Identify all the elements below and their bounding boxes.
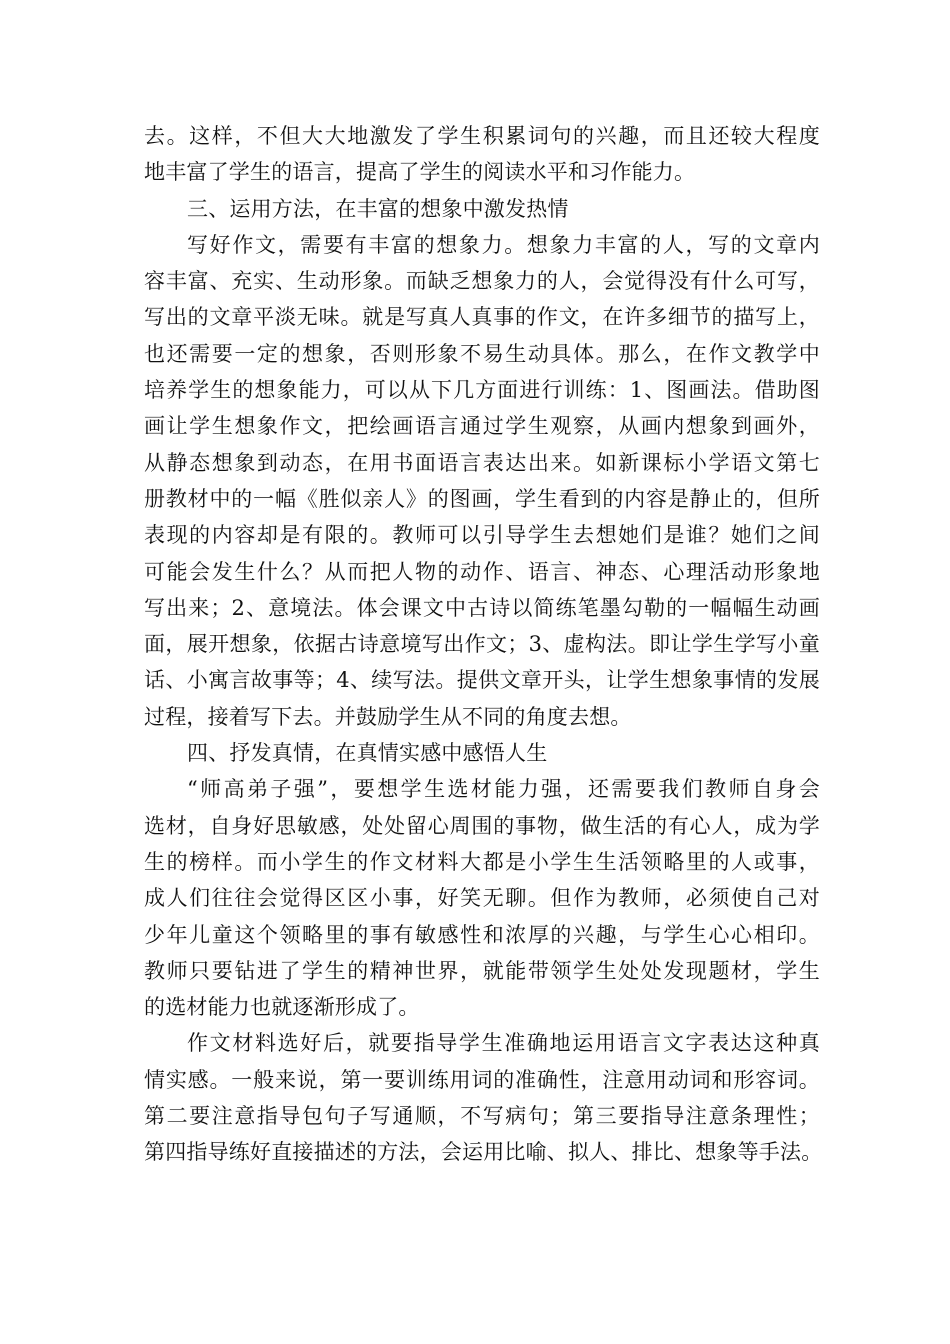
text-line: 成人们往往会觉得区区小事，好笑无聊。但作为教师，必须使自己对 [144, 886, 820, 911]
section-heading: 三、运用方法，在丰富的想象中激发热情 [187, 196, 569, 221]
text-line: 面，展开想象，依据古诗意境写出作文；3、虚构法。即让学生学写小童 [144, 632, 820, 657]
text-line: 话、小寓言故事等；4、续写法。提供文章开头，让学生想象事情的发展 [144, 668, 820, 693]
text-line: 少年儿童这个领略里的事有敏感性和浓厚的兴趣，与学生心心相印。 [144, 922, 820, 947]
text-line: 作文材料选好后，就要指导学生准确地运用语言文字表达这种真 [187, 1031, 820, 1056]
text-line: 生的榜样。而小学生的作文材料大都是小学生生活领略里的人或事， [144, 849, 820, 874]
text-line: 写好作文，需要有丰富的想象力。想象力丰富的人，写的文章内 [187, 232, 820, 257]
text-line: 从静态想象到动态，在用书面语言表达出来。如新课标小学语文第七 [144, 450, 820, 475]
text-line: 的选材能力也就逐渐形成了。 [144, 995, 420, 1020]
text-line: 表现的内容却是有限的。教师可以引导学生去想她们是谁？她们之间 [144, 523, 820, 548]
text-line: 可能会发生什么？从而把人物的动作、语言、神态、心理活动形象地 [144, 559, 820, 584]
text-line: “师高弟子强”，要想学生选材能力强，还需要我们教师自身会 [187, 777, 820, 802]
text-line: 地丰富了学生的语言，提高了学生的阅读水平和习作能力。 [144, 160, 696, 185]
text-line: 情实感。一般来说，第一要训练用词的准确性，注意用动词和形容词。 [144, 1067, 820, 1092]
body-text [144, 118, 823, 1171]
text-line: 过程，接着写下去。并鼓励学生从不同的角度去想。 [144, 704, 632, 729]
text-line: 容丰富、充实、生动形象。而缺乏想象力的人，会觉得没有什么可写， [144, 269, 820, 294]
text-line: 选材，自身好思敏感，处处留心周围的事物，做生活的有心人，成为学 [144, 813, 820, 838]
text-line: 画让学生想象作文，把绘画语言通过学生观察，从画内想象到画外， [144, 414, 820, 439]
text-line: 册教材中的一幅《胜似亲人》的图画，学生看到的内容是静止的，但所 [144, 486, 820, 511]
text-line: 第四指导练好直接描述的方法，会运用比喻、拟人、排比、想象等手法。 [144, 1140, 823, 1165]
section-heading: 四、抒发真情，在真情实感中感悟人生 [187, 741, 548, 766]
text-line: 去。这样，不但大大地激发了学生积累词句的兴趣，而且还较大程度 [144, 124, 820, 148]
text-line: 写出来；2、意境法。体会课文中古诗以简练笔墨勾勒的一幅幅生动画 [144, 595, 820, 620]
text-line: 培养学生的想象能力，可以从下几方面进行训练：1、图画法。借助图 [144, 378, 820, 403]
text-line: 第二要注意指导包句子写通顺，不写病句；第三要指导注意条理性； [144, 1104, 820, 1129]
text-line: 教师只要钻进了学生的精神世界，就能带领学生处处发现题材，学生 [144, 958, 820, 983]
text-line: 也还需要一定的想象，否则形象不易生动具体。那么，在作文教学中 [144, 341, 820, 366]
text-line: 写出的文章平淡无味。就是写真人真事的作文，在许多细节的描写上， [144, 305, 820, 330]
